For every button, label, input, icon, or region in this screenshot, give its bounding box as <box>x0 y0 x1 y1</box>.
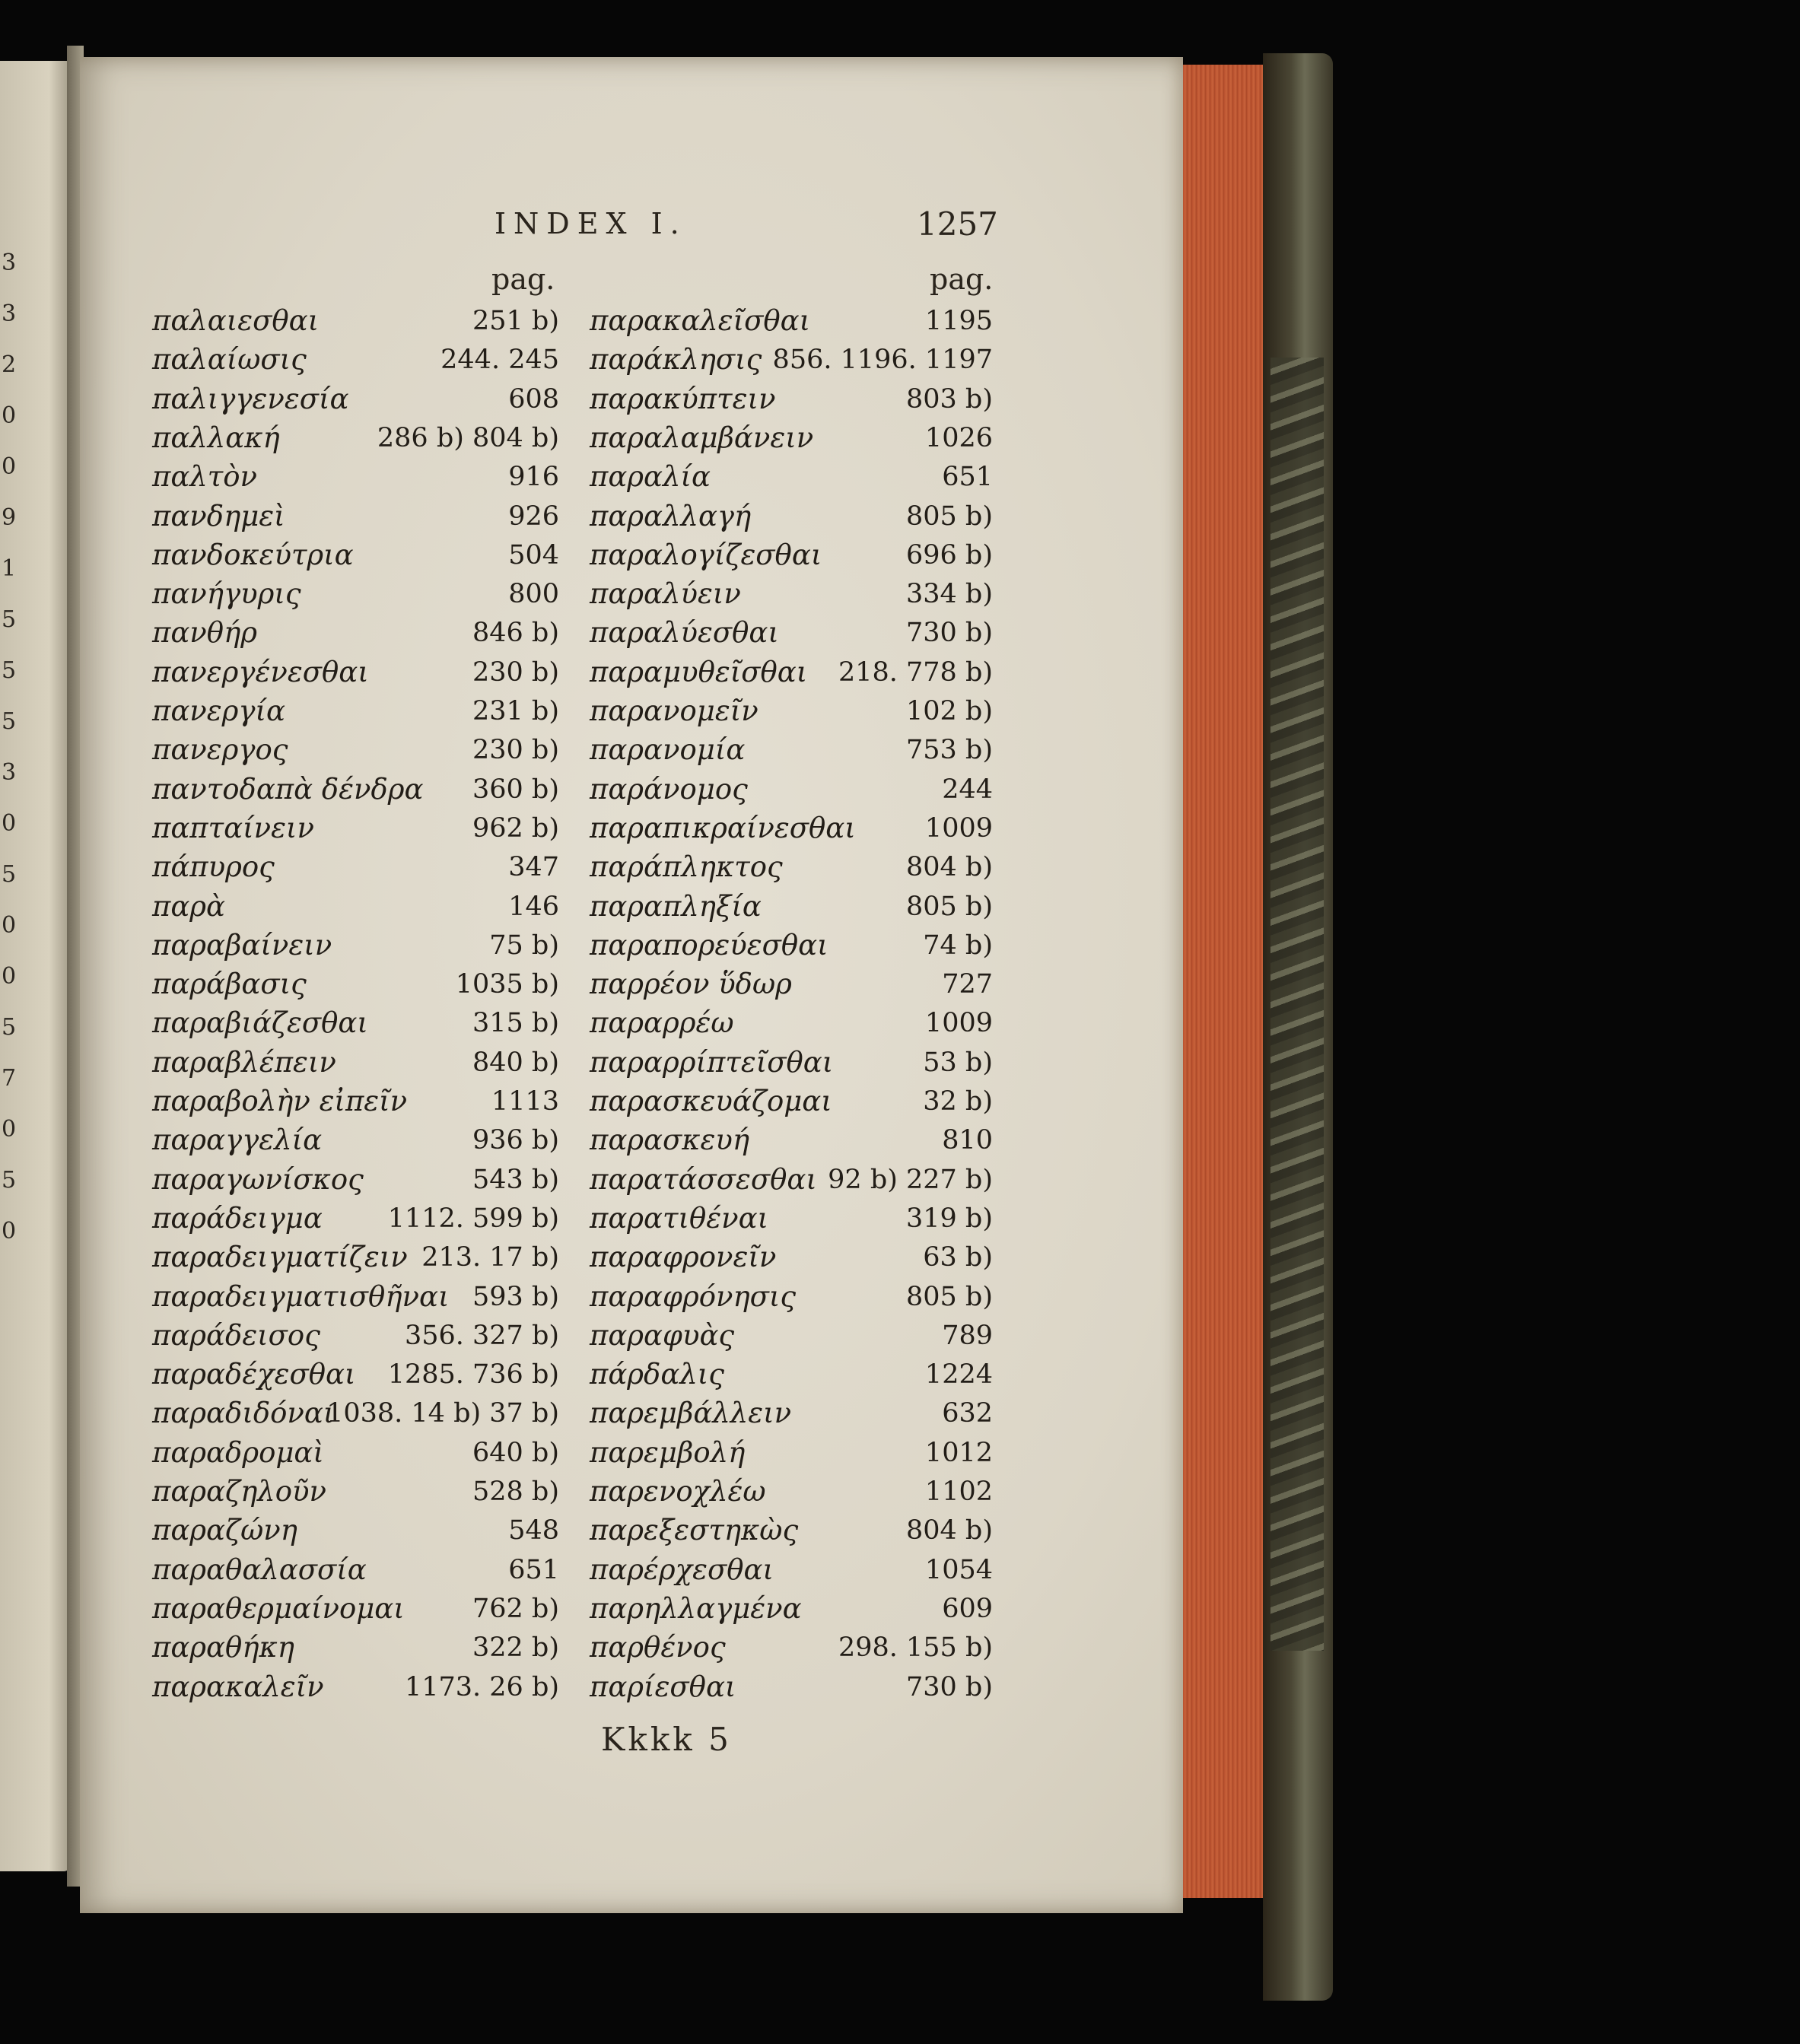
index-term: πανεργένεσθαι <box>152 655 369 688</box>
page-reference: 213. 17 b) <box>421 1242 559 1273</box>
page-reference: 789 <box>942 1320 993 1351</box>
index-term: παραγγελία <box>152 1124 323 1157</box>
left-page-fragment: 5 <box>2 708 17 735</box>
page-reference: 63 b) <box>923 1242 993 1273</box>
index-term: παραβλέπειν <box>152 1045 336 1079</box>
index-term: παρασκευάζομαι <box>590 1085 832 1117</box>
index-term: παραρρίπτεῖσθαι <box>590 1045 834 1079</box>
page-reference: 810 <box>942 1125 993 1156</box>
page-reference: 651 <box>942 462 993 493</box>
left-page-fragment: 1 <box>2 555 17 582</box>
page-reference: 251 b) <box>472 306 559 336</box>
index-term: παράνομος <box>590 772 748 806</box>
index-term: παρεξεστηκὼς <box>590 1514 799 1547</box>
index-term: παρενοχλέω <box>590 1475 766 1508</box>
index-term: παραγωνίσκος <box>152 1162 364 1196</box>
left-page-fragment: 2 <box>2 351 17 378</box>
index-term: παλαιεσθαι <box>152 304 320 337</box>
index-term: παράδειγμα <box>152 1201 323 1235</box>
left-page-fragment: 0 <box>2 1218 17 1245</box>
page-reference: 548 <box>508 1515 559 1547</box>
page-reference: 1026 <box>924 422 993 453</box>
left-page-fragment: 3 <box>2 759 17 786</box>
index-term: παραρρέω <box>590 1006 734 1040</box>
index-term: παρηλλαγμένα <box>590 1591 802 1625</box>
index-term: παρέρχεσθαι <box>590 1553 774 1586</box>
page-reference: 347 <box>508 852 559 883</box>
page-reference: 1112. 599 b) <box>387 1203 559 1234</box>
index-term: παραβιάζεσθαι <box>152 1006 368 1040</box>
signature-mark: Kkkk 5 <box>601 1721 732 1758</box>
left-page-fragment: 0 <box>2 810 17 837</box>
page-reference: 727 <box>942 969 993 1000</box>
left-page-fragment: 5 <box>2 1014 17 1041</box>
index-term: παλλακή <box>152 421 280 454</box>
index-term: παραπληξία <box>590 889 762 923</box>
index-term: παρθένος <box>590 1631 726 1664</box>
page-reference: 1102 <box>924 1477 993 1507</box>
page-reference: 102 b) <box>906 696 993 726</box>
index-term: παραδέχεσθαι <box>152 1358 356 1391</box>
page-reference: 1009 <box>924 812 993 844</box>
index-term: παράκλησις <box>590 343 762 377</box>
page-reference: 504 <box>508 539 559 571</box>
page-reference: 805 b) <box>906 1281 993 1312</box>
left-page-fragment: 5 <box>2 606 17 633</box>
page-reference: 244. 245 <box>440 345 559 376</box>
page-reference: 1285. 736 b) <box>387 1359 559 1391</box>
index-term: παραλλαγή <box>590 499 752 532</box>
index-term: πανδοκεύτρια <box>152 538 354 571</box>
index-term: παραβολὴν εἰπεῖν <box>152 1085 408 1117</box>
page-number: 1257 <box>917 205 998 243</box>
page-reference: 1195 <box>924 306 993 336</box>
left-page-fragment: 0 <box>2 453 17 480</box>
page-reference: 543 b) <box>472 1164 559 1195</box>
page-reference: 319 b) <box>906 1203 993 1234</box>
index-term: παρασκευή <box>590 1124 750 1157</box>
left-page-fragment: 5 <box>2 861 17 888</box>
page-reference: 334 b) <box>906 579 993 610</box>
page-reference: 53 b) <box>923 1047 993 1078</box>
index-term: παρίεσθαι <box>590 1670 736 1703</box>
index-term: παραζηλοῦν <box>152 1475 326 1508</box>
index-term: παρατάσσεσθαι <box>590 1162 817 1196</box>
left-page-fragment: 7 <box>2 1065 17 1092</box>
book-binding <box>1263 53 1333 2001</box>
page-reference: 74 b) <box>923 930 993 961</box>
page-reference: 75 b) <box>489 930 559 961</box>
page-reference: 1224 <box>924 1359 993 1391</box>
index-term: πανήγυρις <box>152 577 301 611</box>
page-reference: 730 b) <box>906 618 993 649</box>
page-reference: 805 b) <box>906 891 993 922</box>
index-term: παλαίωσις <box>152 343 307 377</box>
index-term: παρανομία <box>590 733 746 767</box>
index-term: παράπληκτος <box>590 850 783 884</box>
page-reference: 962 b) <box>472 812 559 844</box>
page-reference: 1113 <box>491 1086 559 1117</box>
page-reference: 804 b) <box>906 1515 993 1547</box>
index-term: παραθερμαίνομαι <box>152 1591 405 1625</box>
page-reference: 1054 <box>924 1554 993 1585</box>
index-term: παρακαλεῖν <box>152 1670 324 1703</box>
index-term: παρὰ <box>152 889 226 923</box>
left-page-fragment: 9 <box>2 504 17 531</box>
index-term: παραλαμβάνειν <box>590 421 814 454</box>
page-reference: 632 <box>942 1398 993 1429</box>
index-term: παντοδαπὰ δένδρα <box>152 772 424 806</box>
page-reference: 840 b) <box>472 1047 559 1078</box>
index-term: παραμυθεῖσθαι <box>590 655 808 688</box>
index-term: παραθήκη <box>152 1631 294 1664</box>
index-term: πάπυρος <box>152 850 275 884</box>
index-term: παραπικραίνεσθαι <box>590 811 856 844</box>
page-reference: 1038. 14 b) 37 b) <box>326 1398 559 1429</box>
page-reference: 640 b) <box>472 1437 559 1468</box>
page-reference: 804 b) <box>906 852 993 883</box>
page-reference: 800 <box>508 579 559 610</box>
index-term: παλιγγενεσία <box>152 382 349 415</box>
index-term: παραφρονεῖν <box>590 1241 777 1274</box>
left-page-fragment: 3 <box>2 250 17 276</box>
page-reference: 651 <box>508 1554 559 1585</box>
index-term: παπταίνειν <box>152 811 314 844</box>
index-term: παρρέον ὕδωρ <box>590 968 792 1001</box>
index-term: παράδεισος <box>152 1318 320 1352</box>
page-reference: 696 b) <box>906 539 993 571</box>
index-term: παρακαλεῖσθαι <box>590 304 811 337</box>
page-reference: 1035 b) <box>455 969 559 1000</box>
page-reference: 846 b) <box>472 618 559 649</box>
page-reference: 762 b) <box>472 1593 559 1624</box>
index-term: παρανομεῖν <box>590 695 758 727</box>
column-heading-left: pag. <box>491 262 555 296</box>
left-page-fragment: 0 <box>2 963 17 990</box>
page-reference: 298. 155 b) <box>838 1632 993 1664</box>
left-page-fragments <box>2 250 17 1269</box>
index-term: πανεργία <box>152 695 286 727</box>
page-reference: 926 <box>508 501 559 532</box>
page-reference: 322 b) <box>472 1632 559 1664</box>
index-term: παραζώνη <box>152 1514 297 1547</box>
page-reference: 231 b) <box>472 696 559 726</box>
left-page-fragment: 3 <box>2 300 17 327</box>
left-page-edge <box>0 61 70 1871</box>
index-term: παραλύεσθαι <box>590 616 779 650</box>
page-reference: 803 b) <box>906 383 993 415</box>
index-term: πανδημεὶ <box>152 499 285 532</box>
page-reference: 146 <box>508 891 559 922</box>
index-term: πανεργος <box>152 733 288 767</box>
column-heading-right: pag. <box>930 262 994 296</box>
running-head: INDEX I. <box>495 207 687 240</box>
index-term: παραλία <box>590 460 711 494</box>
index-term: παραβαίνειν <box>152 928 332 962</box>
page-reference: 609 <box>942 1593 993 1624</box>
page-reference: 218. 778 b) <box>838 656 993 688</box>
page-reference: 936 b) <box>472 1125 559 1156</box>
left-page-fragment: 0 <box>2 912 17 939</box>
index-term: πανθήρ <box>152 616 257 650</box>
page-reference: 916 <box>508 462 559 493</box>
index-term: παραπορεύεσθαι <box>590 928 828 962</box>
page-reference: 1009 <box>924 1008 993 1039</box>
page-reference: 92 b) 227 b) <box>828 1164 993 1195</box>
page-reference: 32 b) <box>923 1086 993 1117</box>
page-reference: 805 b) <box>906 501 993 532</box>
index-term: παραδειγματισθῆναι <box>152 1279 450 1313</box>
page-reference: 356. 327 b) <box>404 1320 559 1351</box>
index-term: παρεμβάλλειν <box>590 1397 792 1430</box>
marbled-cover <box>1270 358 1324 1651</box>
page-reference: 730 b) <box>906 1671 993 1702</box>
page-reference: 230 b) <box>472 735 559 766</box>
index-term: παραλύειν <box>590 577 741 611</box>
index-term: παρεμβολή <box>590 1435 746 1469</box>
index-term: παραθαλασσία <box>152 1553 367 1586</box>
page-reference: 856. 1196. 1197 <box>772 345 993 376</box>
page-reference: 244 <box>942 774 993 805</box>
left-page-fragment: 0 <box>2 402 17 429</box>
page-reference: 1012 <box>924 1437 993 1468</box>
index-term: παραφυὰς <box>590 1318 735 1352</box>
index-term: παράβασις <box>152 968 307 1001</box>
page-reference: 608 <box>508 383 559 415</box>
index-term: πάρδαλις <box>590 1358 724 1391</box>
page-reference: 230 b) <box>472 656 559 688</box>
index-term: παραδιδόναι <box>152 1397 335 1430</box>
index-term: παλτὸν <box>152 460 257 494</box>
index-term: παραδειγματίζειν <box>152 1241 408 1274</box>
left-page-fragment: 5 <box>2 1167 17 1194</box>
page-reference: 315 b) <box>472 1008 559 1039</box>
left-page-fragment: 0 <box>2 1116 17 1143</box>
left-page-fragment: 5 <box>2 657 17 684</box>
index-term: παραδρομαὶ <box>152 1435 324 1469</box>
red-page-edges <box>1172 65 1273 1898</box>
page-reference: 593 b) <box>472 1281 559 1312</box>
index-term: παρακύπτειν <box>590 382 776 415</box>
page-reference: 528 b) <box>472 1477 559 1507</box>
index-term: παραλογίζεσθαι <box>590 538 822 571</box>
page-reference: 1173. 26 b) <box>404 1671 559 1702</box>
page-reference: 360 b) <box>472 774 559 805</box>
page-reference: 753 b) <box>906 735 993 766</box>
index-term: παρατιθέναι <box>590 1201 769 1235</box>
page-reference: 286 b) 804 b) <box>377 422 559 453</box>
index-term: παραφρόνησις <box>590 1279 797 1313</box>
